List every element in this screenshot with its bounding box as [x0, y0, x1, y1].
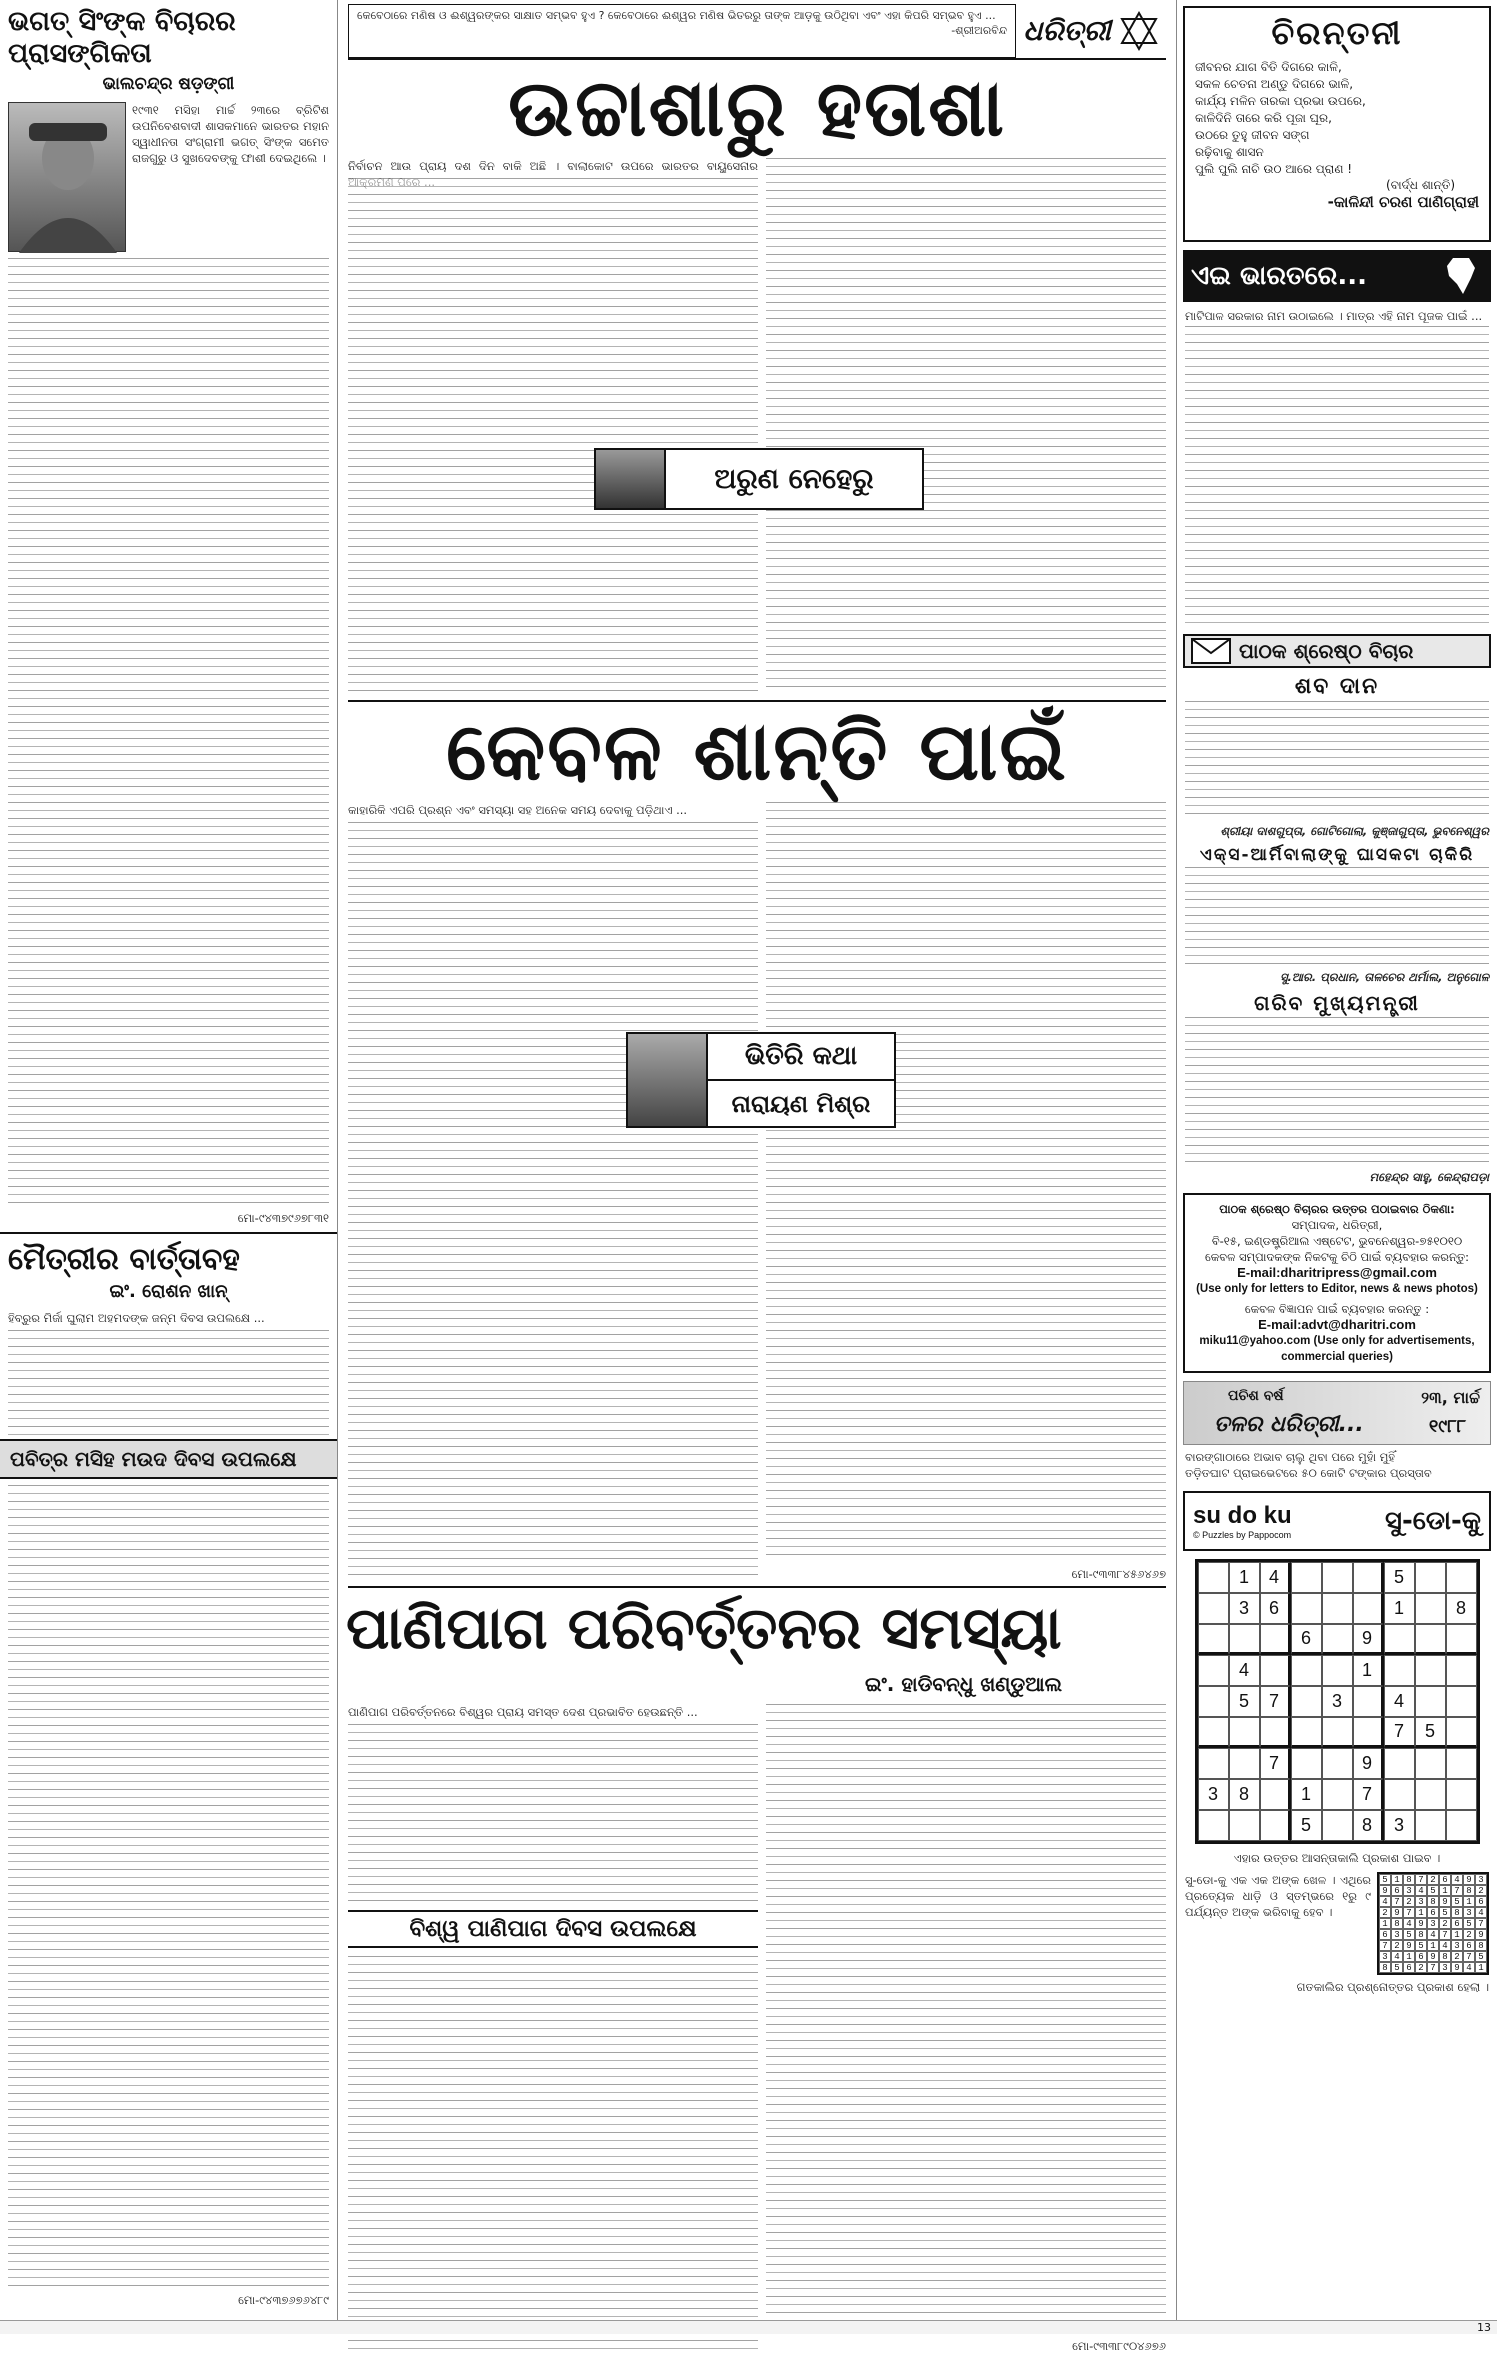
sudoku-cell[interactable] — [1198, 1655, 1229, 1686]
sudoku-cell[interactable]: 7 — [1260, 1748, 1291, 1779]
solution-cell: 5 — [1379, 1874, 1391, 1885]
solution-cell: 4 — [1403, 1918, 1415, 1929]
archive-list — [1177, 1445, 1497, 1485]
main-headline: ଉଚ୍ଚାଶାରୁ ହତାଶା — [508, 64, 1006, 154]
sudoku-cell[interactable] — [1291, 1655, 1322, 1686]
sudoku-cell[interactable]: 3 — [1384, 1810, 1415, 1841]
envelope-icon — [1191, 638, 1231, 664]
bhagat-singh-lead: ୧୯୩୧ ମସିହା ମାର୍ଚ୍ଚ ୨୩ରେ ବ୍ରିଟିଶ ଉପନିବେଶବାଦୀ ଶାସକମାନେ ଭାରତର ମହାନ ସ୍ୱାଧୀନତା ସଂଗ୍ରାମୀ ଭଗତ୍ ସିଂଙ୍କ ସମେତ ରାଜଗୁରୁ ଓ ସୁଖଦେବଙ୍କୁ ଫାଶୀ ଦେଇଥିଲେ । — [132, 103, 329, 165]
solution-cell: 4 — [1391, 1951, 1403, 1962]
sudoku-cell[interactable]: 5 — [1415, 1717, 1446, 1748]
solution-cell: 2 — [1391, 1940, 1403, 1951]
solution-cell: 2 — [1403, 1896, 1415, 1907]
solution-cell: 7 — [1475, 1918, 1487, 1929]
contact-line4: କେବଳ ସମ୍ପାଦକଙ୍କ ନିକଟକୁ ଚିଠି ପାଇଁ ବ୍ୟବହାର କରନ୍ତୁ: — [1204, 1250, 1470, 1264]
article2-lead: କାହାରିକି ଏପରି ପ୍ରଶ୍ନ ଏବଂ ସମସ୍ୟା ସହ ଅନେକ ସମୟ ଦେବାକୁ ପଡ଼ିଥାଏ ... — [348, 803, 688, 817]
solution-cell: 2 — [1415, 1962, 1427, 1973]
solution-cell: 7 — [1439, 1929, 1451, 1940]
solution-cell: 5 — [1475, 1951, 1487, 1962]
archive-box — [1183, 1381, 1491, 1445]
solution-cell: 5 — [1427, 1885, 1439, 1896]
india-map-icon — [1439, 254, 1483, 298]
solution-cell: 6 — [1463, 1940, 1475, 1951]
sudoku-cell[interactable] — [1322, 1562, 1353, 1593]
ei-bharatare-title: ଏଇ ଭାରତରେ... — [1191, 260, 1367, 291]
solution-cell: 7 — [1463, 1951, 1475, 1962]
solution-cell: 1 — [1451, 1929, 1463, 1940]
solution-cell: 8 — [1439, 1951, 1451, 1962]
portrait-icon — [9, 103, 127, 253]
sudoku-cell[interactable] — [1260, 1779, 1291, 1810]
maitri-sign: ମୋ-୯୪୩୭୬୭୬୪୮୯ — [238, 2293, 329, 2307]
sudoku-cell[interactable] — [1260, 1717, 1291, 1748]
solution-cell: 7 — [1379, 1940, 1391, 1951]
sudoku-cell[interactable]: 4 — [1229, 1655, 1260, 1686]
solution-cell: 2 — [1379, 1907, 1391, 1918]
sudoku-cell[interactable] — [1198, 1562, 1229, 1593]
sudoku-cell[interactable] — [1260, 1624, 1291, 1655]
sudoku-cell[interactable] — [1260, 1810, 1291, 1841]
sudoku-cell[interactable]: 3 — [1229, 1593, 1260, 1624]
sudoku-cell[interactable] — [1415, 1562, 1446, 1593]
sudoku-answer-note: ଏହାର ଉତ୍ତର ଆସନ୍ତାକାଲି ପ୍ରକାଶ ପାଇବ । — [1233, 1851, 1441, 1865]
third-headline: ପାଣିପାଗ ପରିବର୍ତ୍ତନର ସମସ୍ୟା — [346, 1594, 1062, 1662]
solution-cell: 6 — [1415, 1951, 1427, 1962]
solution-cell: 8 — [1427, 1896, 1439, 1907]
archive-label1: ପଚିଶ ବର୍ଷ — [1228, 1388, 1284, 1404]
sudoku-solution-note: ଗତକାଲିର ପ୍ରଶ୍ନୋତ୍ତର ପ୍ରକାଶ ହେଲା । — [1296, 1980, 1489, 1994]
solution-cell: 8 — [1475, 1940, 1487, 1951]
chirantani-poet: -କାଳିନ୍ଦୀ ଚରଣ ପାଣିଗ୍ରାହୀ — [1327, 193, 1479, 211]
solution-cell: 7 — [1415, 1874, 1427, 1885]
solution-cell: 6 — [1403, 1962, 1415, 1973]
sudoku-credit: © Puzzles by Pappocom — [1193, 1530, 1292, 1540]
solution-cell: 6 — [1391, 1885, 1403, 1896]
solution-cell: 7 — [1451, 1885, 1463, 1896]
sudoku-cell[interactable]: 6 — [1291, 1624, 1322, 1655]
solution-cell: 9 — [1451, 1962, 1463, 1973]
letter1-body — [1185, 701, 1489, 821]
article3-body — [348, 1704, 1166, 2354]
sudoku-cell[interactable]: 1 — [1384, 1593, 1415, 1624]
solution-cell: 1 — [1475, 1962, 1487, 1973]
solution-cell: 1 — [1379, 1918, 1391, 1929]
sudoku-cell[interactable]: 6 — [1260, 1593, 1291, 1624]
solution-cell: 1 — [1439, 1885, 1451, 1896]
sudoku-cell[interactable] — [1291, 1686, 1322, 1717]
sudoku-cell[interactable] — [1198, 1748, 1229, 1779]
masthead-quote-box — [348, 4, 1016, 58]
sudoku-cell[interactable] — [1322, 1624, 1353, 1655]
chirantani-poem-ref: (ବାର୍ଦ୍ଧ ଶାନ୍ତି) — [1386, 178, 1455, 192]
solution-cell: 3 — [1427, 1918, 1439, 1929]
solution-cell: 9 — [1415, 1918, 1427, 1929]
solution-cell: 3 — [1379, 1951, 1391, 1962]
sudoku-solution-grid — [1377, 1872, 1489, 1975]
sudoku-cell[interactable] — [1229, 1748, 1260, 1779]
sudoku-cell[interactable] — [1446, 1562, 1477, 1593]
sudoku-cell[interactable] — [1446, 1655, 1477, 1686]
solution-cell: 1 — [1463, 1896, 1475, 1907]
sudoku-cell[interactable] — [1353, 1562, 1384, 1593]
sudoku-cell[interactable] — [1260, 1655, 1291, 1686]
sudoku-cell[interactable]: 8 — [1229, 1779, 1260, 1810]
page-number: 13 — [1477, 2321, 1491, 2334]
bhagat-singh-headline: ଭଗତ୍ ସିଂଙ୍କ ବିଚାରର ପ୍ରାସଙ୍ଗିକତା — [8, 6, 236, 69]
solution-cell: 9 — [1391, 1907, 1403, 1918]
sudoku-cell[interactable] — [1353, 1717, 1384, 1748]
contact-line2: ସମ୍ପାଦକ, ଧରିତ୍ରୀ, — [1291, 1218, 1383, 1232]
sudoku-cell[interactable] — [1446, 1779, 1477, 1810]
arun-nehru-byline-box — [594, 448, 924, 510]
sudoku-cell[interactable] — [1415, 1655, 1446, 1686]
solution-cell: 3 — [1451, 1940, 1463, 1951]
sudoku-cell[interactable]: 9 — [1353, 1624, 1384, 1655]
solution-cell: 3 — [1391, 1929, 1403, 1940]
masthead-logo-box — [1016, 4, 1166, 58]
letter2-body — [1185, 867, 1489, 967]
archive-date: ୨୩, ମାର୍ଚ୍ଚ — [1421, 1388, 1480, 1407]
solution-cell: 8 — [1463, 1885, 1475, 1896]
sudoku-cell[interactable] — [1322, 1593, 1353, 1624]
sudoku-cell[interactable]: 7 — [1353, 1779, 1384, 1810]
sudoku-cell[interactable] — [1353, 1686, 1384, 1717]
sudoku-cell[interactable]: 7 — [1260, 1686, 1291, 1717]
chirantani-title: ଚିରନ୍ତନୀ — [1271, 14, 1403, 52]
solution-cell: 4 — [1439, 1940, 1451, 1951]
sudoku-cell[interactable]: 5 — [1291, 1810, 1322, 1841]
third-author: ଇଂ. ହାଡିବନ୍ଧୁ ଖଣ୍ଡୁଆଲ — [865, 1672, 1062, 1696]
sudoku-cell[interactable] — [1198, 1810, 1229, 1841]
sudoku-cell[interactable] — [1229, 1624, 1260, 1655]
masthead-quote-sign: -ଶ୍ରୀଅରବିନ୍ଦ — [951, 24, 1007, 37]
sudoku-cell[interactable]: 5 — [1229, 1686, 1260, 1717]
sudoku-cell[interactable]: 7 — [1384, 1717, 1415, 1748]
sudoku-cell[interactable]: 1 — [1291, 1779, 1322, 1810]
sudoku-cell[interactable] — [1446, 1748, 1477, 1779]
left-column — [0, 0, 338, 2334]
letter1-title: ଶବ ଦାନ — [1294, 674, 1380, 699]
sudoku-cell[interactable] — [1415, 1686, 1446, 1717]
maitri-lead: ହିବ୍ରୁର ମିର୍ଜା ଘୁଲାମ ଅହମଦଙ୍କ ଜନ୍ମ ଦିବସ ଉପଲକ୍ଷେ ... — [8, 1311, 265, 1325]
sudoku-cell[interactable]: 5 — [1384, 1562, 1415, 1593]
contact-box — [1183, 1193, 1491, 1373]
sudoku-rules: ସୁ-ଡୋ-କୁ ଏକ ଏକ ଅଙ୍କ ଖେଳ । ଏଥିରେ ପ୍ରତ୍ୟେକ ଧାଡ଼ି ଓ ସ୍ତମ୍ଭରେ ୧ରୁ ୯ ପର୍ଯ୍ୟନ୍ତ ଅଙ୍କ ଭରିବାକୁ ହେବ । — [1185, 1873, 1371, 1919]
solution-cell: 6 — [1439, 1874, 1451, 1885]
archive-label2: ତଳର ଧରିତ୍ରୀ... — [1214, 1412, 1364, 1437]
solution-cell: 4 — [1415, 1885, 1427, 1896]
sudoku-title: ସୁ-ଡୋ-କୁ — [1385, 1505, 1481, 1536]
sudoku-cell[interactable] — [1322, 1810, 1353, 1841]
letter3-sign: ମହେନ୍ଦ୍ର ସାହୁ, କେନ୍ଦ୍ରାପଡ଼ା — [1369, 1170, 1489, 1184]
sudoku-cell[interactable]: 3 — [1198, 1779, 1229, 1810]
solution-cell: 5 — [1403, 1929, 1415, 1940]
ei-bharatare-lead: ମାଟିପାଳ ସରକାର ନାମ ଉଠାଇଲେ । ମାତ୍ର ଏହି ନାମ ପୂଜକ ପାଇଁ ... — [1185, 309, 1483, 323]
solution-cell: 6 — [1379, 1929, 1391, 1940]
bhagat-singh-photo — [8, 102, 126, 252]
maitri-body-part1 — [8, 1330, 329, 1435]
contact-line1: ପାଠକ ଶ୍ରେଷ୍ଠ ବିଚାରର ଉତ୍ତର ପଠାଇବାର ଠିକଣା: — [1219, 1202, 1455, 1216]
letters-banner-title: ପାଠକ ଶ୍ରେଷ୍ଠ ବିଚାର — [1239, 639, 1414, 663]
sudoku-cell[interactable] — [1415, 1748, 1446, 1779]
masih-section-bar: ପବିତ୍ର ମସିହ ମଉଦ ଦିବସ ଉପଲକ୍ଷେ — [0, 1439, 337, 1479]
solution-cell: 9 — [1463, 1874, 1475, 1885]
sudoku-cell[interactable] — [1198, 1717, 1229, 1748]
sudoku-cell[interactable] — [1291, 1593, 1322, 1624]
solution-cell: 1 — [1391, 1874, 1403, 1885]
solution-cell: 9 — [1439, 1896, 1451, 1907]
solution-cell: 5 — [1451, 1896, 1463, 1907]
sudoku-header — [1183, 1491, 1491, 1551]
sudoku-cell[interactable] — [1198, 1686, 1229, 1717]
sudoku-cell[interactable]: 4 — [1260, 1562, 1291, 1593]
archive-item: ବାରଙ୍ଗାଠାରେ ଅଭାବ ଚାଲୁ ଥିବା ପରେ ମୁହାଁ ମୁହିଁ — [1185, 1450, 1396, 1464]
bhagat-singh-sign: ମୋ-୯୪୩୭୯୬୭୮୩୧ — [237, 1211, 329, 1225]
bhagat-singh-body — [8, 258, 329, 1208]
solution-cell: 6 — [1451, 1918, 1463, 1929]
sudoku-cell[interactable]: 3 — [1322, 1686, 1353, 1717]
sudoku-cell[interactable] — [1384, 1748, 1415, 1779]
solution-cell: 8 — [1415, 1929, 1427, 1940]
solution-cell: 4 — [1451, 1874, 1463, 1885]
sudoku-cell[interactable] — [1446, 1686, 1477, 1717]
sudoku-cell[interactable]: 8 — [1446, 1593, 1477, 1624]
solution-cell: 9 — [1379, 1885, 1391, 1896]
page-footer — [0, 2320, 1497, 2334]
solution-cell: 8 — [1403, 1874, 1415, 1885]
arun-nehru-photo — [596, 450, 666, 508]
ei-bharatare-banner — [1183, 250, 1491, 302]
sudoku-cell[interactable] — [1415, 1593, 1446, 1624]
sudoku-cell[interactable] — [1446, 1810, 1477, 1841]
solution-cell: 3 — [1475, 1874, 1487, 1885]
chirantani-box — [1183, 6, 1491, 242]
contact-line5: କେବଳ ବିଜ୍ଞାପନ ପାଇଁ ବ୍ୟବହାର କରନ୍ତୁ : — [1244, 1302, 1430, 1316]
second-headline: କେବଳ ଶାନ୍ତି ପାଇଁ — [446, 705, 1068, 798]
solution-cell: 3 — [1415, 1896, 1427, 1907]
solution-cell: 8 — [1379, 1962, 1391, 1973]
chirantani-poem: ଜୀବନର ଯାଗ ବିତି ଦିଗରେ କାଳି, ସକଳ ଚେତନା ଅଣ୍ଡୁ ଦିଗରେ ଭାଳି, କାର୍ଯ୍ୟ ମଳିନ ତାରକା ପ୍ରଭା ଉପରେ, କାଳିଦିନି ତାରେ କରି ପୂଜା ଘୂର, ଉଠରେ ତୁହୁ ଜୀବନ ସଙ୍ଗ ରଢ଼ିବାକୁ ଶାସନ ପୁଲି ପୁଲି ନାଚି ଉଠ ଆରେ ପ୍ରାଣ ! — [1195, 60, 1366, 176]
sudoku-cell[interactable] — [1446, 1624, 1477, 1655]
archive-item: ତଡ଼ିତଘାଟ ପ୍ରାଇଭେଟରେ ୫୦ କୋଟି ଟଙ୍କାର ପ୍ରସ୍ତାବ — [1185, 1466, 1432, 1480]
sudoku-cell[interactable] — [1322, 1655, 1353, 1686]
solution-cell: 3 — [1439, 1962, 1451, 1973]
right-column — [1176, 0, 1497, 2334]
solution-cell: 8 — [1391, 1918, 1403, 1929]
solution-cell: 2 — [1463, 1929, 1475, 1940]
ei-bharatare-body — [1185, 326, 1489, 626]
solution-cell: 2 — [1439, 1918, 1451, 1929]
masthead — [348, 4, 1166, 60]
sudoku-cell[interactable] — [1229, 1810, 1260, 1841]
solution-cell: 6 — [1427, 1907, 1439, 1918]
dharitri-logo: ଧରିତ୍ରୀ — [1023, 14, 1111, 47]
letter1-sign: ଶ୍ରୀୟା ଦାଶଗୁପ୍ତା, ଗୋଟିଗୋଲା, କୁଞ୍ଜାଗୁପ୍ତା, ଭୁବନେଶ୍ୱର — [1220, 824, 1489, 838]
article1-lead: ନିର୍ବାଚନ ଆଉ ପ୍ରାୟ ଦଶ ଦିନ ବାକି ଅଛି । ବାଲାକୋଟ ଉପରେ ଭାରତର ବାୟୁସେନାର — [348, 159, 758, 173]
sudoku-cell[interactable] — [1229, 1717, 1260, 1748]
sudoku-cell[interactable]: 4 — [1384, 1686, 1415, 1717]
contact-email-advt[interactable]: E-mail:advt@dharitri.com — [1258, 1317, 1416, 1332]
solution-cell: 2 — [1427, 1874, 1439, 1885]
solution-cell: 5 — [1463, 1918, 1475, 1929]
maitri-body-part2 — [8, 1485, 329, 2290]
bhitiri-katha-tag: ଭିତିରି କଥା — [708, 1034, 894, 1081]
solution-cell: 3 — [1403, 1885, 1415, 1896]
solution-cell: 5 — [1415, 1940, 1427, 1951]
sudoku-cell[interactable] — [1353, 1593, 1384, 1624]
letter2-sign: ସୁ.ଆର. ପ୍ରଧାନ, ତାଳଚେର ଥର୍ମାଲ, ଅନୁଗୋଳ — [1280, 970, 1489, 984]
solution-cell: 5 — [1439, 1907, 1451, 1918]
sudoku-cell[interactable] — [1291, 1562, 1322, 1593]
solution-cell: 7 — [1403, 1907, 1415, 1918]
solution-cell: 9 — [1403, 1940, 1415, 1951]
sudoku-cell[interactable] — [1322, 1779, 1353, 1810]
letter3-title: ଗରିବ ମୁଖ୍ୟମନ୍ତ୍ରୀ — [1254, 991, 1420, 1015]
sudoku-cell[interactable] — [1322, 1717, 1353, 1748]
sudoku-cell[interactable] — [1415, 1779, 1446, 1810]
letters-banner — [1183, 634, 1491, 668]
solution-cell: 1 — [1415, 1907, 1427, 1918]
sudoku-cell[interactable] — [1198, 1624, 1229, 1655]
sudoku-cell[interactable] — [1384, 1655, 1415, 1686]
solution-cell: 4 — [1427, 1929, 1439, 1940]
solution-cell: 9 — [1475, 1929, 1487, 1940]
sudoku-grid[interactable] — [1195, 1559, 1480, 1844]
sudoku-cell[interactable] — [1415, 1810, 1446, 1841]
solution-cell: 4 — [1463, 1962, 1475, 1973]
sudoku-cell[interactable] — [1322, 1748, 1353, 1779]
narayan-mishra-author: ନାରାୟଣ ମିଶ୍ର — [731, 1089, 871, 1118]
solution-cell: 2 — [1451, 1951, 1463, 1962]
star-emblem-icon — [1119, 11, 1159, 51]
solution-cell: 9 — [1427, 1951, 1439, 1962]
solution-cell: 6 — [1475, 1896, 1487, 1907]
sudoku-cell[interactable]: 1 — [1229, 1562, 1260, 1593]
narayan-mishra-photo — [628, 1034, 708, 1126]
main-column — [342, 0, 1172, 2353]
solution-cell: 7 — [1391, 1896, 1403, 1907]
contact-note1: (Use only for letters to Editor, news & news photos) — [1196, 1283, 1478, 1295]
solution-cell: 4 — [1475, 1907, 1487, 1918]
sudoku-cell[interactable]: 9 — [1353, 1748, 1384, 1779]
solution-cell: 2 — [1475, 1885, 1487, 1896]
solution-cell: 1 — [1403, 1951, 1415, 1962]
sudoku-cell[interactable] — [1446, 1717, 1477, 1748]
article2-sign: ମୋ-୯୩୩୮୪୫୬୪୬୭ — [1071, 1567, 1166, 1581]
sudoku-cell[interactable] — [1291, 1717, 1322, 1748]
maitri-author: ଇଂ. ରୋଶନ ଖାନ୍ — [109, 1281, 228, 1302]
solution-cell: 3 — [1463, 1907, 1475, 1918]
masthead-quote: କେବେଠାରେ ମଣିଷ ଓ ଈଶ୍ୱରଙ୍କର ସାକ୍ଷାତ ସମ୍ଭବ ହୁଏ ? କେବେଠାରେ ଈଶ୍ୱର ମଣିଷ ଭିତରରୁ ତାଙ୍କ ଆଡ଼କୁ ଉଠିଥିବା ଏବଂ ଏହା କିପରି ସମ୍ଭବ ହୁଏ ... — [357, 9, 996, 22]
sudoku-cell[interactable] — [1384, 1779, 1415, 1810]
article1-body — [348, 158, 1166, 694]
contact-email-editor[interactable]: E-mail:dharitripress@gmail.com — [1237, 1265, 1437, 1280]
article2-body — [348, 802, 1166, 1582]
sudoku-cell[interactable] — [1198, 1593, 1229, 1624]
solution-cell: 4 — [1379, 1896, 1391, 1907]
letter2-title: ଏକ୍ସ-ଆର୍ମିବାଲାଙ୍କୁ ଘାସକଟା ଚାକିରି — [1199, 845, 1475, 865]
maitri-headline: ମୈତ୍ରୀର ବାର୍ତ୍ତାବହ — [8, 1242, 240, 1277]
contact-line3: ବି-୧୫, ଇଣ୍ଡଷ୍ଟ୍ରିଆଲ ଏଷ୍ଟେଟ, ଭୁବନେଶ୍ୱର-୭୫୧୦୧୦ — [1211, 1234, 1463, 1248]
sudoku-cell[interactable] — [1415, 1624, 1446, 1655]
narayan-mishra-byline-box — [626, 1032, 896, 1128]
sudoku-cell[interactable]: 8 — [1353, 1810, 1384, 1841]
article3-sign: ମୋ-୯୩୩୮୯୦୪୬୭୬ — [1072, 2339, 1166, 2353]
sudoku-brand: su do ku — [1193, 1502, 1292, 1529]
sudoku-cell[interactable] — [1384, 1624, 1415, 1655]
letter3-body — [1185, 1017, 1489, 1167]
sudoku-cell[interactable] — [1291, 1748, 1322, 1779]
sudoku-cell[interactable]: 1 — [1353, 1655, 1384, 1686]
solution-cell: 7 — [1427, 1962, 1439, 1973]
article3-lead: ପାଣିପାଗ ପରିବର୍ତ୍ତନରେ ବିଶ୍ୱର ପ୍ରାୟ ସମସ୍ତ ଦେଶ ପ୍ରଭାବିତ ହେଉଛନ୍ତି ... — [348, 1705, 698, 1719]
contact-email-advt2[interactable]: miku11@yahoo.com (Use only for advertisements, commercial queries) — [1199, 1335, 1475, 1363]
world-weather-day-bar: ବିଶ୍ୱ ପାଣିପାଗ ଦିବସ ଉପଲକ୍ଷେ — [348, 1910, 758, 1948]
archive-year: ୧୯୮୮ — [1428, 1416, 1466, 1437]
solution-cell: 1 — [1427, 1940, 1439, 1951]
bhagat-singh-author: ଭାଲଚନ୍ଦ୍ର ଷଡ଼ଙ୍ଗୀ — [102, 74, 235, 94]
solution-cell: 8 — [1451, 1907, 1463, 1918]
solution-cell: 5 — [1391, 1962, 1403, 1973]
arun-nehru-author: ଅରୁଣ ନେହେରୁ — [714, 462, 874, 495]
